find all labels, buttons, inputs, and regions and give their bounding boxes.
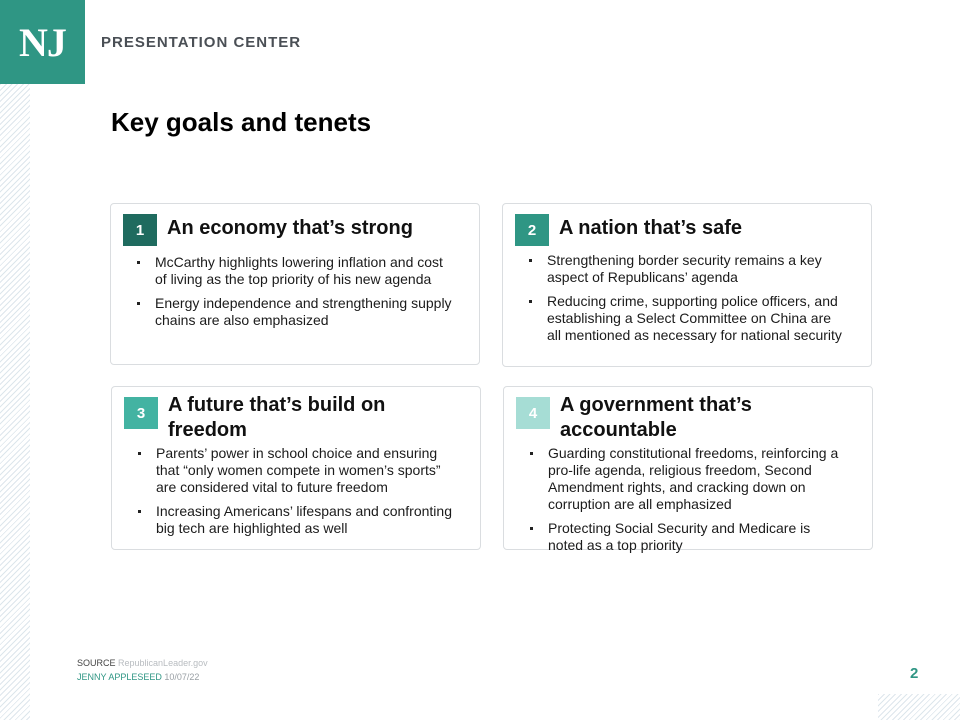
- goal-card-4: [503, 386, 873, 553]
- source-label: SOURCE: [77, 658, 116, 668]
- decorative-hatch-bottom-right: [878, 694, 960, 720]
- goal-bullet: Increasing Americans’ lifespans and confronting big tech are highlighted as well: [136, 503, 456, 537]
- goal-number-badge: 4: [516, 397, 550, 429]
- goal-bullet: Reducing crime, supporting police officers, and establishing a Select Committee on China are all mentioned as necessary for national security: [527, 293, 847, 344]
- goal-bullet: Energy independence and strengthening supply chains are also emphasized: [135, 295, 455, 329]
- goal-bullet: McCarthy highlights lowering inflation and cost of living as the top priority of his new agenda: [135, 254, 455, 288]
- goal-card-2: [502, 203, 872, 367]
- source-value: RepublicanLeader.gov: [118, 658, 208, 668]
- nj-logo: [0, 0, 85, 84]
- goal-card-title: An economy that’s strong: [167, 217, 413, 239]
- goal-number-badge: 1: [123, 214, 157, 246]
- goal-bullet-list: [527, 252, 847, 351]
- decorative-hatch-left: [0, 84, 30, 720]
- goal-bullet-list: [528, 445, 848, 561]
- goal-bullet-list: [135, 254, 455, 336]
- goal-number-badge: 3: [124, 397, 158, 429]
- goal-bullet: Parents’ power in school choice and ensuring that “only women compete in women’s sports” are considered vital to future freedom: [136, 445, 456, 496]
- logo-text: NJ: [19, 19, 66, 65]
- goal-card-title: A nation that’s safe: [559, 217, 742, 239]
- goal-bullet: Guarding constitutional freedoms, reinforcing a pro-life agenda, religious freedom, Second Amendment rights, and cracking down on corruption are all emphasized: [528, 445, 848, 513]
- author-name: JENNY APPLESEED: [77, 672, 162, 682]
- source-note: [77, 658, 208, 668]
- goal-number-badge: 2: [515, 214, 549, 246]
- goal-bullet: Strengthening border security remains a key aspect of Republicans’ agenda: [527, 252, 847, 286]
- goal-card-title: A government that’s accountable: [560, 394, 752, 441]
- page-title: Key goals and tenets: [111, 107, 372, 137]
- goal-bullet-list: [136, 445, 456, 544]
- author-date: 10/07/22: [164, 672, 200, 682]
- goal-card-1: [110, 203, 480, 365]
- brand-name: PRESENTATION CENTER: [101, 34, 302, 51]
- author-note: [77, 672, 199, 682]
- goal-card-3: [111, 386, 481, 550]
- page-number: 2: [910, 665, 919, 682]
- goal-bullet: Protecting Social Security and Medicare is noted as a top priority: [528, 520, 848, 554]
- goal-card-title: A future that’s build on freedom: [168, 394, 386, 441]
